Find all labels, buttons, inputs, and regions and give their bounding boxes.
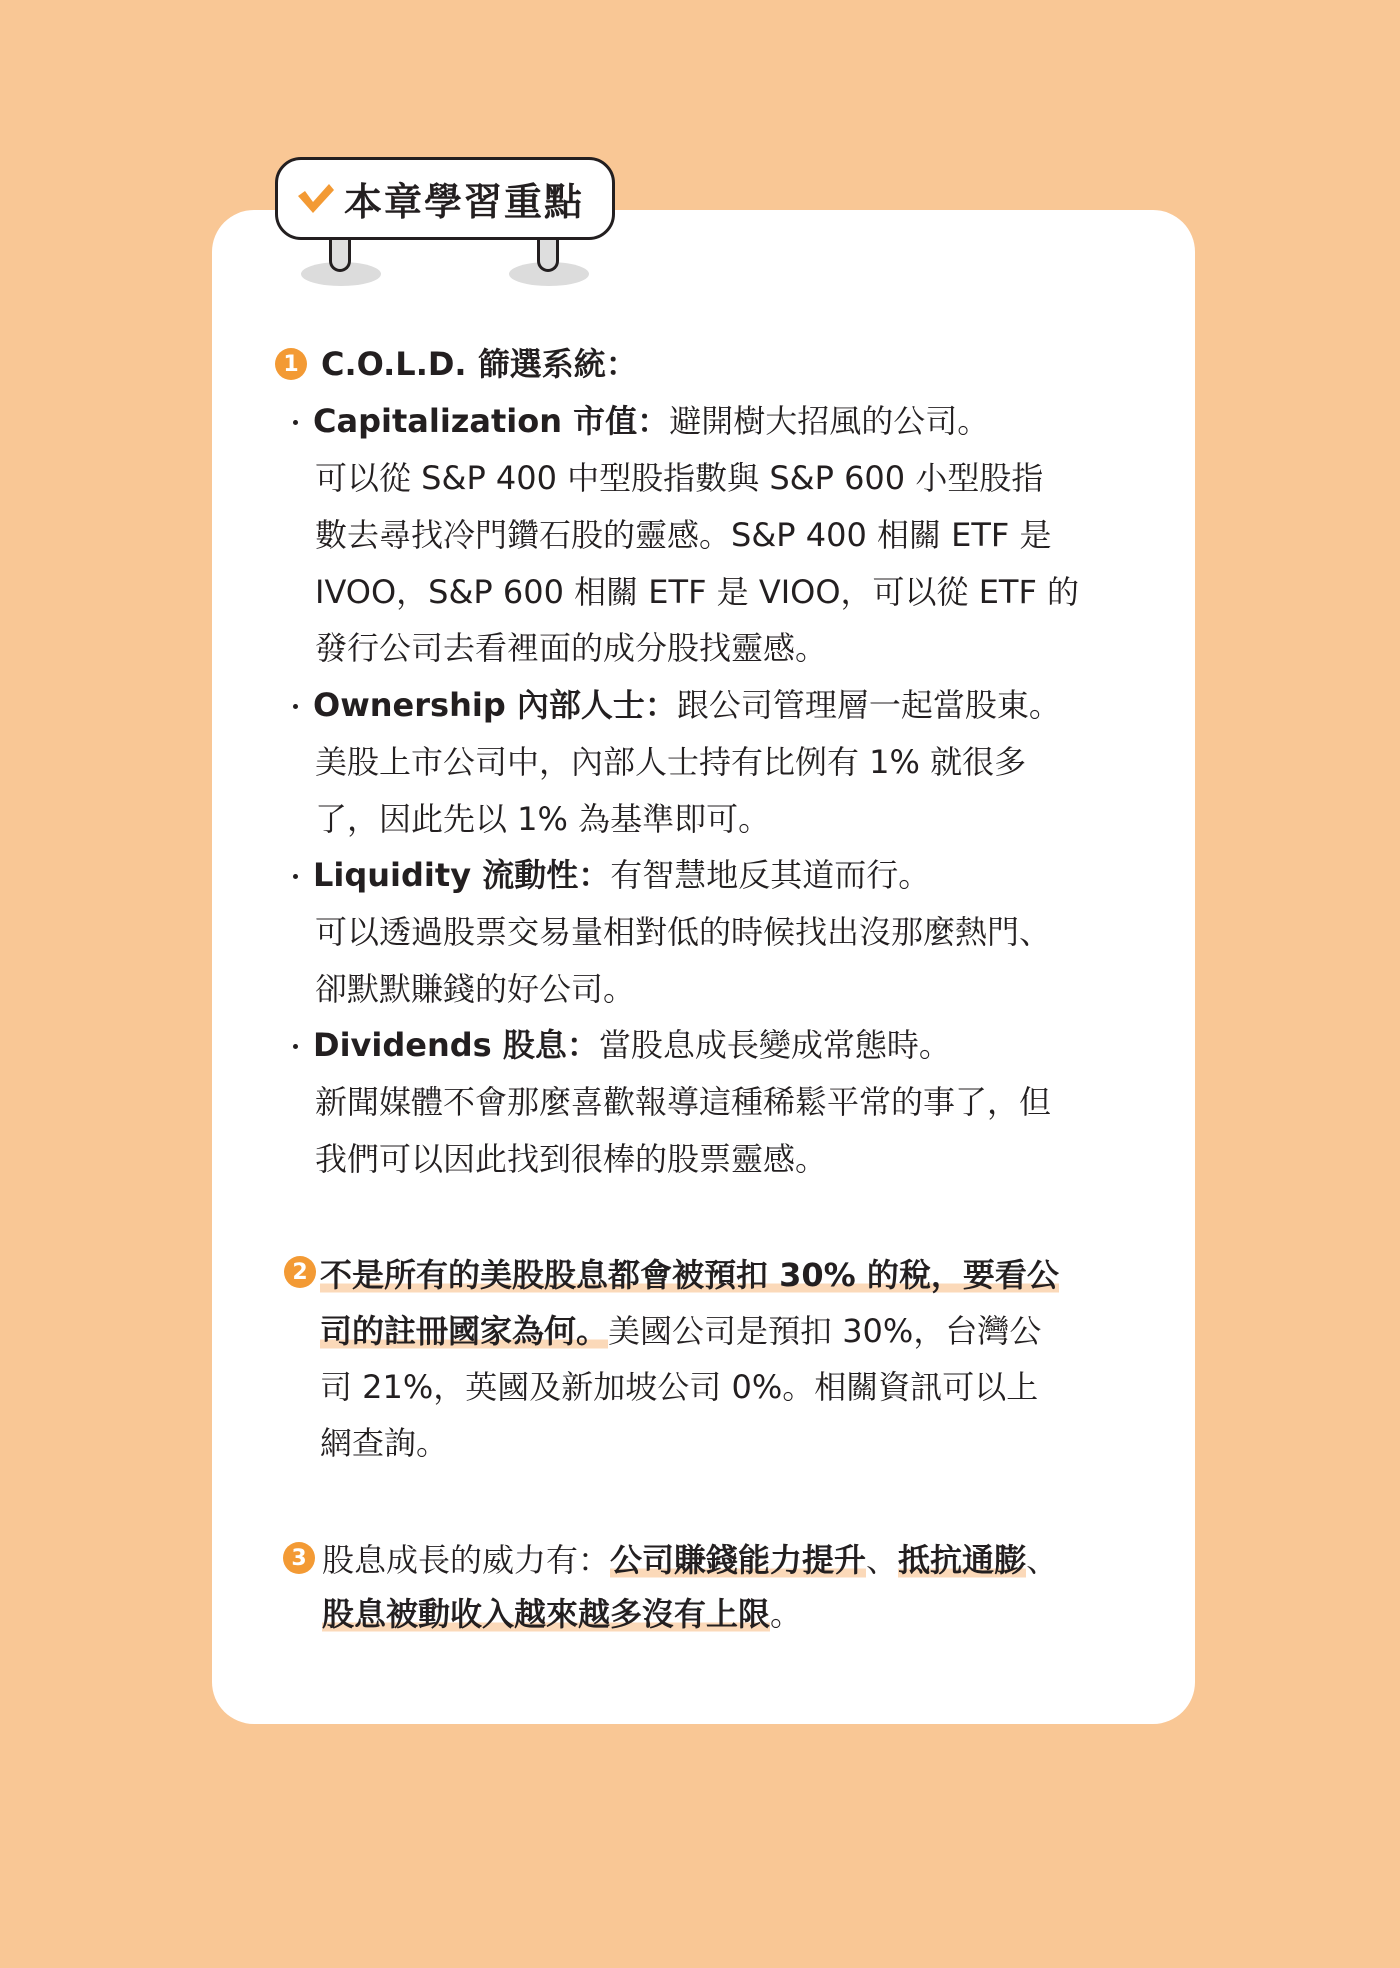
term-capitalization: Capitalization 市值： bbox=[313, 402, 670, 440]
bullet-dot bbox=[293, 874, 298, 879]
term-dividends: Dividends 股息： bbox=[313, 1026, 599, 1064]
bullet-dot bbox=[293, 1044, 298, 1049]
highlight-earning-power: 公司賺錢能力提升 bbox=[610, 1541, 867, 1579]
separator: 、 bbox=[866, 1541, 899, 1579]
section2-line-3: 司 21%，英國及新加坡公司 0%。相關資訊可以上 bbox=[320, 1368, 1039, 1406]
bullet-dot bbox=[293, 704, 298, 709]
section2-line-1 bbox=[320, 1255, 1059, 1295]
dividends-line-2: 我們可以因此找到很棒的股票靈感。 bbox=[315, 1140, 828, 1178]
number-badge-2: 2 bbox=[284, 1256, 316, 1288]
section3-line-1 bbox=[322, 1540, 1058, 1580]
capitalization-line-1: 可以從 S&P 400 中型股指數與 S&P 600 小型股指 bbox=[315, 459, 1044, 497]
capitalization-line-3: IVOO，S&P 600 相關 ETF 是 VIOO，可以從 ETF 的 bbox=[315, 573, 1080, 611]
item-ownership bbox=[313, 685, 1061, 725]
chapter-key-points-sign bbox=[275, 157, 615, 240]
summary-capitalization: 避開樹大招風的公司。 bbox=[669, 402, 990, 440]
capitalization-line-4: 發行公司去看裡面的成分股找靈感。 bbox=[315, 629, 828, 667]
item-dividends bbox=[313, 1025, 951, 1065]
separator: 、 bbox=[1026, 1541, 1059, 1579]
section1-heading: C.O.L.D. 篩選系統： bbox=[321, 345, 638, 383]
bullet-dot bbox=[293, 420, 298, 425]
period: 。 bbox=[770, 1595, 803, 1633]
ownership-line-1: 美股上市公司中，內部人士持有比例有 1% 就很多 bbox=[315, 743, 1027, 781]
ownership-line-2: 了，因此先以 1% 為基準即可。 bbox=[315, 800, 771, 838]
summary-dividends: 當股息成長變成常態時。 bbox=[598, 1026, 951, 1064]
section2-rates: 美國公司是預扣 30%，台灣公 bbox=[608, 1312, 1042, 1350]
checkmark-icon bbox=[296, 182, 336, 216]
section3-line-2 bbox=[322, 1594, 802, 1634]
capitalization-line-2: 數去尋找冷門鑽石股的靈感。S&P 400 相關 ETF 是 bbox=[315, 516, 1052, 554]
item-liquidity bbox=[313, 855, 930, 895]
summary-liquidity: 有智慧地反其道而行。 bbox=[610, 856, 931, 894]
section3-intro: 股息成長的威力有： bbox=[322, 1541, 611, 1579]
highlight-tax-withholding: 不是所有的美股股息都會被預扣 30% 的稅，要看公 bbox=[320, 1256, 1059, 1294]
highlight-passive-income: 股息被動收入越來越多沒有上限 bbox=[322, 1595, 771, 1633]
term-ownership: Ownership 內部人士： bbox=[313, 686, 677, 724]
sign-title: 本章學習重點 bbox=[344, 180, 585, 224]
dividends-line-1: 新聞媒體不會那麼喜歡報導這種稀鬆平常的事了，但 bbox=[315, 1083, 1052, 1121]
term-liquidity: Liquidity 流動性： bbox=[313, 856, 611, 894]
number-badge-1: 1 bbox=[275, 348, 307, 380]
section2-line-2 bbox=[320, 1311, 1041, 1351]
highlight-registration-country: 司的註冊國家為何。 bbox=[320, 1312, 609, 1350]
item-capitalization bbox=[313, 401, 989, 441]
summary-ownership: 跟公司管理層一起當股東。 bbox=[676, 686, 1061, 724]
number-badge-3: 3 bbox=[283, 1542, 315, 1574]
liquidity-line-1: 可以透過股票交易量相對低的時候找出沒那麼熱門、 bbox=[315, 913, 1052, 951]
section2-line-4: 網查詢。 bbox=[320, 1424, 449, 1462]
liquidity-line-2: 卻默默賺錢的好公司。 bbox=[315, 970, 636, 1008]
highlight-inflation: 抵抗通膨 bbox=[898, 1541, 1027, 1579]
